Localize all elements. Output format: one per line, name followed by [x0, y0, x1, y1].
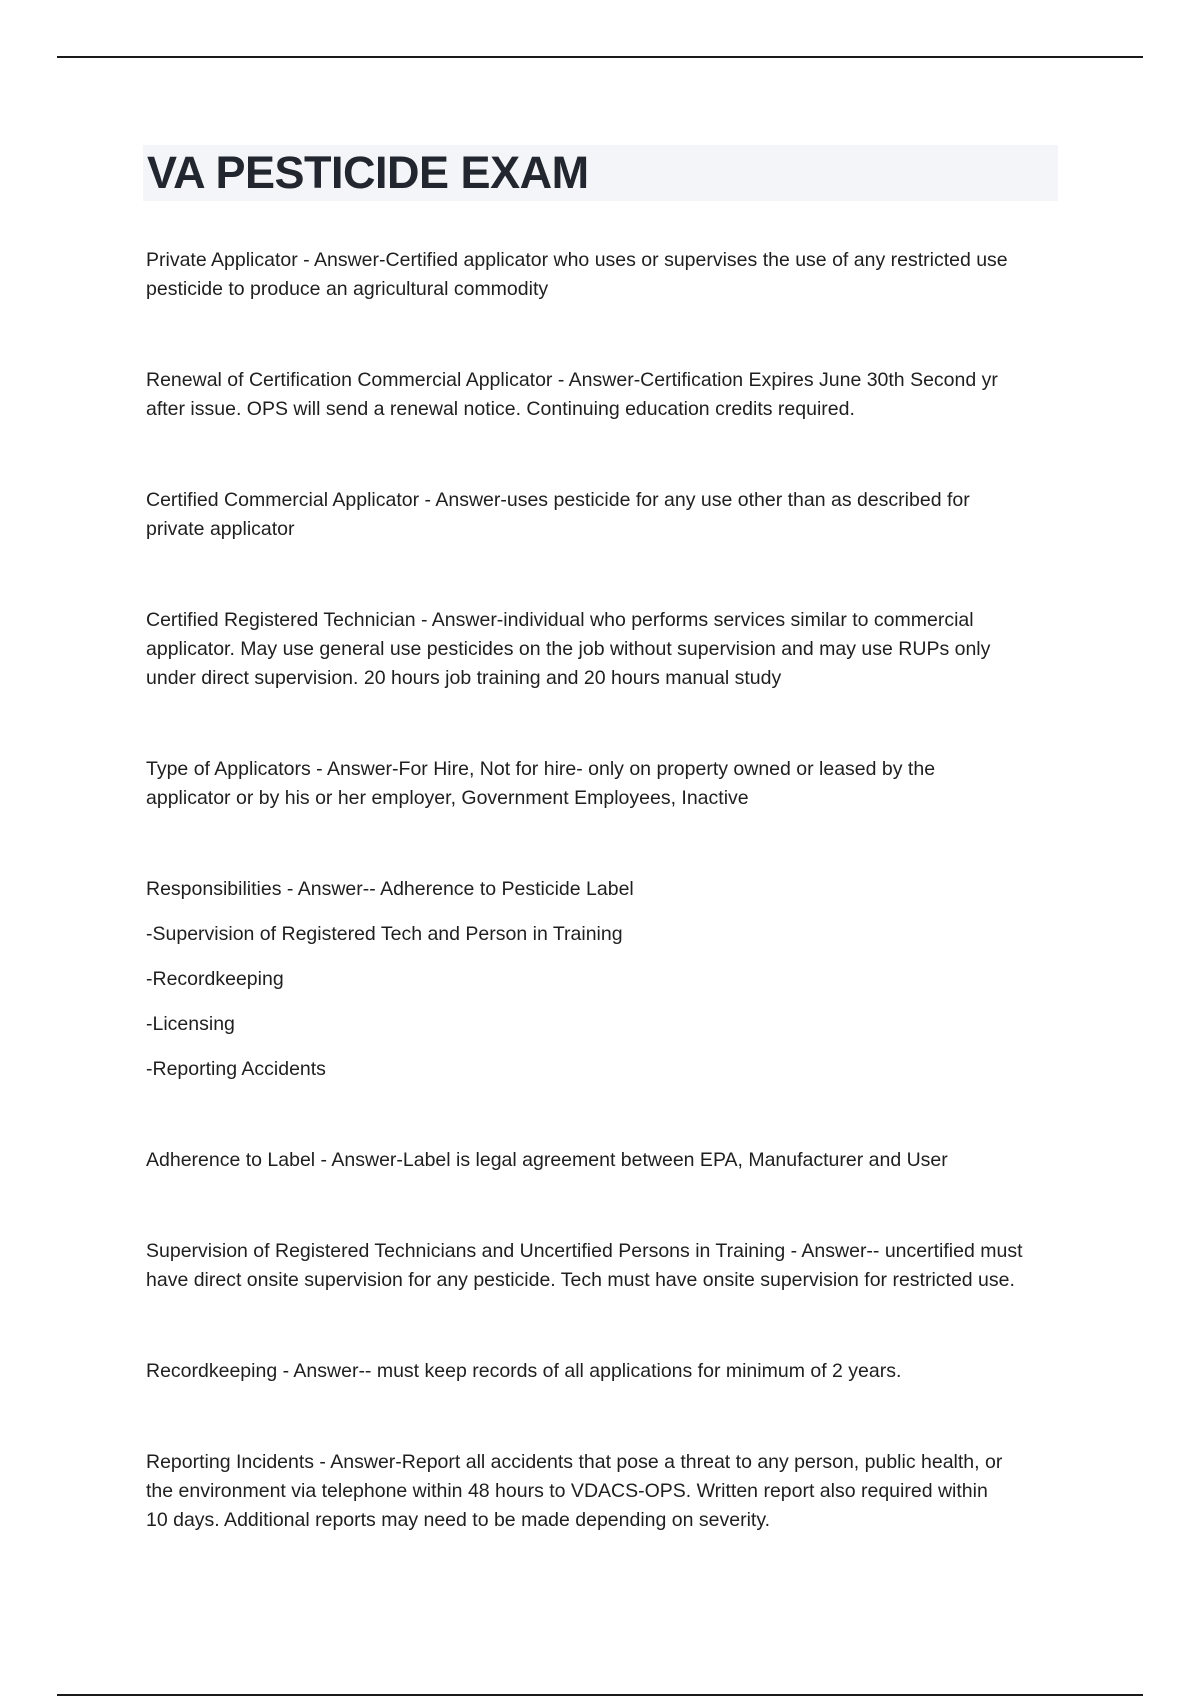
entry-reporting-incidents	[146, 1448, 1066, 1535]
entry-certified-registered-technician	[146, 606, 1066, 693]
entry-line: 10 days. Additional reports may need to be made depending on severity.	[146, 1509, 771, 1531]
entry-line: under direct supervision. 20 hours job training and 20 hours manual study	[146, 667, 782, 689]
top-rule	[57, 56, 1143, 58]
entry-line: Certified Commercial Applicator - Answer-uses pesticide for any use other than as described for	[146, 489, 970, 511]
entry-line: after issue. OPS will send a renewal notice. Continuing education credits required.	[146, 398, 855, 420]
list-item: -Reporting Accidents	[146, 1058, 326, 1080]
entry-line: pesticide to produce an agricultural commodity	[146, 278, 549, 300]
entry-line: Recordkeeping - Answer-- must keep records of all applications for minimum of 2 years.	[146, 1360, 902, 1382]
entry-recordkeeping	[146, 1357, 1066, 1386]
list-item: -Licensing	[146, 1013, 235, 1035]
entry-line: applicator or by his or her employer, Government Employees, Inactive	[146, 787, 749, 809]
entry-adherence-to-label	[146, 1146, 1066, 1175]
document-body	[146, 246, 1066, 1535]
entry-line: private applicator	[146, 518, 295, 540]
entry-line: Private Applicator - Answer-Certified applicator who uses or supervises the use of any restricted use	[146, 249, 1008, 271]
page-title: VA PESTICIDE EXAM	[147, 147, 589, 198]
entry-responsibilities	[146, 875, 1066, 1084]
entry-line: Supervision of Registered Technicians and Uncertified Persons in Training - Answer-- uncertified must	[146, 1240, 1023, 1262]
entry-renewal-of-certification	[146, 366, 1066, 424]
list-item: -Recordkeeping	[146, 968, 284, 990]
entry-type-of-applicators	[146, 755, 1066, 813]
entry-line: Renewal of Certification Commercial Applicator - Answer-Certification Expires June 30th Second yr	[146, 369, 998, 391]
entry-line: have direct onsite supervision for any pesticide. Tech must have onsite supervision for restricted use.	[146, 1269, 1015, 1291]
entry-private-applicator	[146, 246, 1066, 304]
entry-line: Type of Applicators - Answer-For Hire, Not for hire- only on property owned or leased by the	[146, 758, 936, 780]
entry-line: the environment via telephone within 48 hours to VDACS-OPS. Written report also required within	[146, 1480, 988, 1502]
entry-line: Reporting Incidents - Answer-Report all accidents that pose a threat to any person, public health, or	[146, 1451, 1003, 1473]
list-item: -Supervision of Registered Tech and Person in Training	[146, 923, 623, 945]
entry-line: applicator. May use general use pesticides on the job without supervision and may use RUPs only	[146, 638, 991, 660]
entry-line: Responsibilities - Answer-- Adherence to Pesticide Label	[146, 878, 634, 900]
bottom-rule	[57, 1694, 1143, 1696]
entry-certified-commercial-applicator	[146, 486, 1066, 544]
entry-line: Certified Registered Technician - Answer-individual who performs services similar to commercial	[146, 609, 974, 631]
entry-line: Adherence to Label - Answer-Label is legal agreement between EPA, Manufacturer and User	[146, 1149, 948, 1171]
entry-supervision	[146, 1237, 1066, 1295]
